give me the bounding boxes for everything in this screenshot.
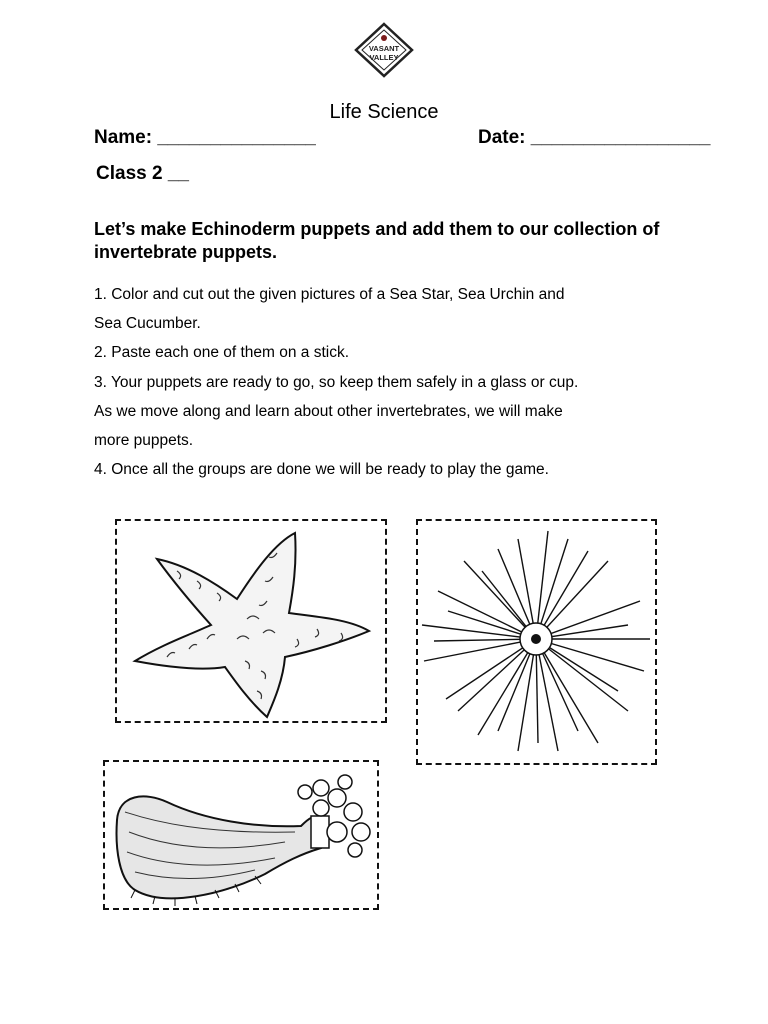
instruction-line: 3. Your puppets are ready to go, so keep them safely in a glass or cup. <box>94 374 579 391</box>
sea-star-drawing <box>117 521 385 721</box>
svg-text:VASANT: VASANT <box>368 44 400 53</box>
svg-text:VALLEY: VALLEY <box>369 53 399 62</box>
instruction-line: 2. Paste each one of them on a stick. <box>94 344 350 361</box>
school-logo <box>352 20 416 80</box>
name-field[interactable]: Name: _______________ <box>94 127 316 148</box>
sea-urchin-cutout[interactable] <box>416 519 657 765</box>
intro-heading: Let’s make Echinoderm puppets and add them to our collection of invertebrate puppets. <box>94 219 660 262</box>
date-field[interactable]: Date: _________________ <box>478 127 711 148</box>
sea-star-cutout[interactable] <box>115 519 387 723</box>
sea-urchin-drawing <box>418 521 655 763</box>
instruction-line: As we move along and learn about other invertebrates, we will make <box>94 403 563 420</box>
instruction-line: more puppets. <box>94 432 194 449</box>
class-field[interactable]: Class 2 __ <box>96 163 189 184</box>
sea-cucumber-cutout[interactable] <box>103 760 379 910</box>
instruction-line: 1. Color and cut out the given pictures of a Sea Star, Sea Urchin and <box>94 286 565 303</box>
instruction-line: Sea Cucumber. <box>94 315 201 332</box>
page-title: Life Science <box>329 101 439 123</box>
sea-cucumber-drawing <box>105 762 377 908</box>
instruction-line: 4. Once all the groups are done we will be ready to play the game. <box>94 461 549 478</box>
